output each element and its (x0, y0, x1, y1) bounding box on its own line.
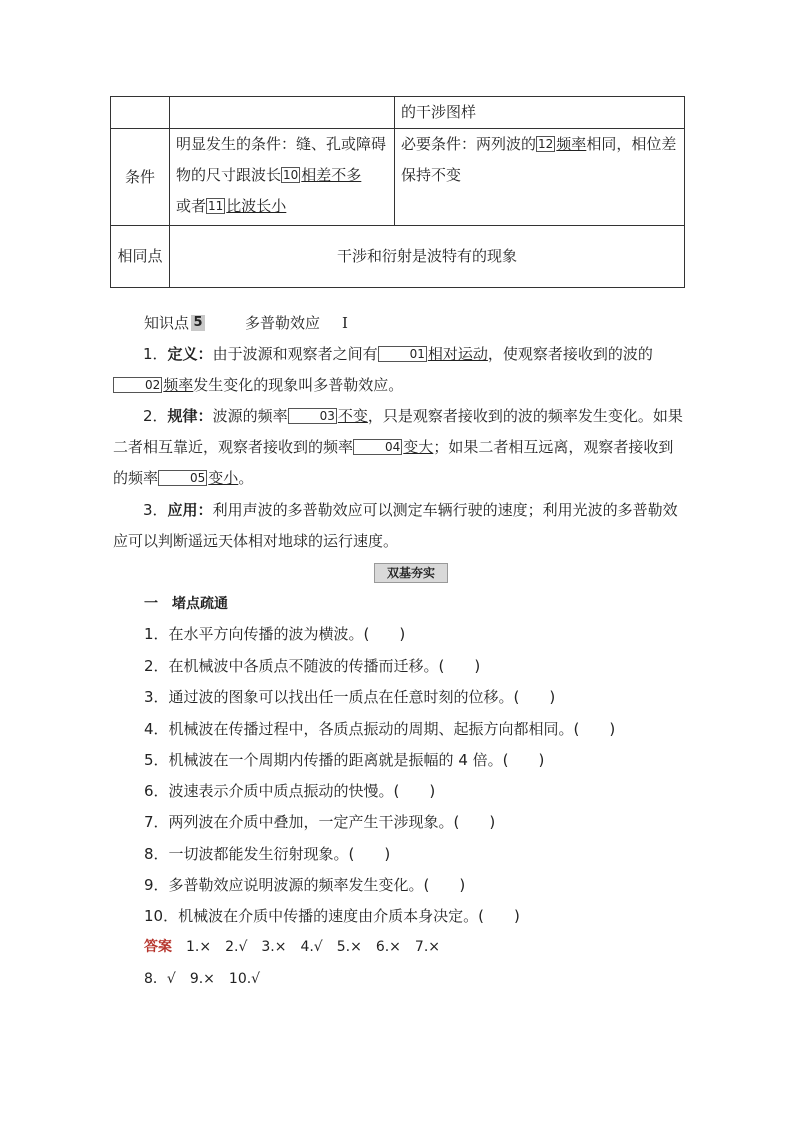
cell-text: 的干涉图样 (401, 103, 477, 121)
question-item: 7．两列波在介质中叠加，一定产生干涉现象。( ) (144, 813, 496, 831)
question-item: 4．机械波在传播过程中，各质点振动的周期、起振方向都相同。( ) (144, 720, 616, 738)
para-text: 波源的频率 (212, 407, 288, 425)
answer-line (144, 968, 260, 988)
blank-number: 02 (113, 377, 162, 393)
table-row (111, 97, 685, 129)
para-text: ，只是观察者接收到的波的频率发生变化。如果二者相互靠近，观察者接收到的频率 (113, 407, 683, 456)
question-item: 5．机械波在一个周期内传播的距离就是振幅的 4 倍。( ) (144, 751, 545, 769)
table-row (111, 129, 685, 226)
application-paragraph (113, 495, 685, 557)
section-title: 多普勒效应 (245, 314, 321, 332)
question-item: 2．在机械波中各质点不随波的传播而迁移。( ) (144, 657, 481, 675)
diffraction-condition-cell (170, 129, 395, 226)
sub-heading: 一 堵点疏通 (144, 596, 228, 612)
para-term: 定义： (167, 345, 213, 363)
blank-answer: 变小 (208, 469, 239, 487)
answer-label: 答案 (144, 939, 172, 955)
blank-number: 12 (538, 137, 554, 151)
blank-answer: 频率 (556, 135, 587, 153)
rule-paragraph (113, 401, 685, 494)
question-item: 3．通过波的图象可以找出任一质点在任意时刻的位移。( ) (144, 688, 556, 706)
section-number-badge: 5 (191, 315, 205, 331)
blank-answer: 变大 (403, 438, 434, 456)
section-level: I (342, 313, 348, 332)
question-item: 6．波速表示介质中质点振动的快慢。( ) (144, 782, 436, 800)
definition-paragraph (113, 339, 685, 401)
blank-number: 10 (283, 168, 299, 182)
blank-answer: 不变 (337, 407, 368, 425)
question-item: 1．在水平方向传播的波为横波。( ) (144, 625, 406, 643)
blank-number: 11 (208, 199, 224, 213)
answer-line (144, 936, 440, 956)
practice-banner: 双基夯实 (374, 563, 448, 583)
section-heading (144, 312, 348, 333)
para-index: 1． (143, 345, 168, 363)
blank-number: 05 (158, 470, 207, 486)
blank-number: 01 (378, 346, 427, 362)
blank-answer: 相差不多 (301, 166, 362, 184)
table-cell (170, 97, 395, 129)
question-item: 10．机械波在介质中传播的速度由介质本身决定。( ) (144, 907, 520, 925)
para-term: 规律： (167, 407, 213, 425)
blank-answer: 比波长小 (226, 197, 287, 215)
question-item: 8．一切波都能发生衍射现象。( ) (144, 845, 391, 863)
blank-number: 04 (353, 439, 402, 455)
para-text: 利用声波的多普勒效应可以测定车辆行驶的速度；利用光波的多普勒效应可以判断遥远天体相对地球的运行速度。 (113, 501, 678, 550)
table-cell (111, 97, 170, 129)
para-text: 发生变化的现象叫多普勒效应。 (193, 376, 404, 394)
para-text: ；如果二者相互远离，观察者接收到的频率 (113, 438, 674, 487)
cell-text: 必要条件：两列波的 (401, 135, 537, 153)
para-index: 3． (143, 501, 168, 519)
para-text: ，使观察者接收到的波的 (487, 345, 653, 363)
row-label-similarity (111, 226, 170, 288)
para-text: 。 (238, 469, 254, 487)
answer-text: 8．√ 9.× 10.√ (144, 971, 261, 987)
answer-text: 1.× 2.√ 3.× 4.√ 5.× 6.× 7.× (186, 939, 440, 955)
table-cell (395, 97, 685, 129)
cell-text: 相同点 (117, 247, 163, 265)
cell-text: 明显发生的条件：缝、孔或障碍物的尺寸跟波长 (176, 135, 387, 184)
section-prefix: 知识点 (144, 314, 190, 332)
cell-text: 或者 (176, 197, 207, 215)
interference-condition-cell (395, 129, 685, 226)
blank-number: 03 (288, 408, 337, 424)
para-term: 应用： (167, 501, 213, 519)
para-text: 由于波源和观察者之间有 (212, 345, 378, 363)
cell-text: 相同，相位差保持不变 (401, 135, 677, 184)
similarity-cell: 干涉和衍射是波特有的现象 (170, 226, 685, 288)
table-row (111, 226, 685, 288)
row-label-conditions: 条件 (111, 129, 170, 226)
para-index: 2． (143, 407, 168, 425)
blank-answer: 频率 (163, 376, 194, 394)
question-item: 9．多普勒效应说明波源的频率发生变化。( ) (144, 876, 466, 894)
blank-answer: 相对运动 (427, 345, 488, 363)
comparison-table (110, 96, 685, 288)
